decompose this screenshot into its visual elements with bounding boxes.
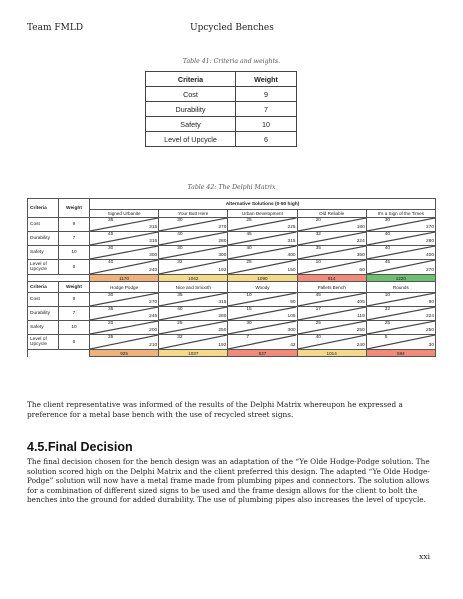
weighted-score: 224 xyxy=(356,239,365,244)
delphi-totals-row xyxy=(28,275,436,282)
delphi-header-row xyxy=(28,282,436,293)
solution-name: It's a Sign of the Times xyxy=(366,210,435,218)
diagonal-divider xyxy=(298,307,366,320)
delphi-score-cell xyxy=(297,321,366,335)
header-team: Team FMLD xyxy=(27,23,84,33)
weighted-score: 105 xyxy=(287,314,296,319)
raw-score: 10 xyxy=(246,293,252,298)
weighted-score: 280 xyxy=(218,314,227,319)
criteria-row xyxy=(146,132,297,147)
delphi-criteria-row xyxy=(28,335,436,350)
raw-score: 15 xyxy=(246,307,252,312)
raw-score: 45 xyxy=(315,293,321,298)
diagonal-divider xyxy=(90,293,158,306)
header-title: Upcycled Benches xyxy=(190,23,274,33)
delphi-score-cell xyxy=(90,321,159,335)
delphi-criteria-row xyxy=(28,321,436,335)
raw-score: 7 xyxy=(246,335,250,340)
diagonal-divider xyxy=(159,307,227,320)
col-criteria: Criteria xyxy=(146,72,236,87)
raw-score: 10 xyxy=(315,260,321,265)
diagonal-divider xyxy=(298,246,366,259)
delphi-criteria-weight: 6 xyxy=(59,260,90,275)
weighted-score: 245 xyxy=(149,314,158,319)
delphi-col-criteria: Criteria xyxy=(28,282,59,293)
solution-name: Nice and Smooth xyxy=(159,282,228,293)
raw-score: 40 xyxy=(108,260,114,265)
raw-score: 25 xyxy=(246,218,252,223)
delphi-score-cell xyxy=(228,246,297,260)
diagonal-divider xyxy=(159,293,227,306)
diagonal-divider xyxy=(90,218,158,231)
diagonal-divider xyxy=(90,232,158,245)
criteria-row xyxy=(146,117,297,132)
diagonal-divider xyxy=(90,321,158,334)
raw-score: 45 xyxy=(108,232,114,237)
delphi-criteria-name: Durability xyxy=(28,307,59,321)
delphi-criteria-weight: 7 xyxy=(59,307,90,321)
solution-total: 537 xyxy=(228,350,297,357)
criteria-row xyxy=(146,102,297,117)
weighted-score: 60 xyxy=(359,268,365,273)
diagonal-divider xyxy=(298,260,366,274)
weighted-score: 270 xyxy=(218,225,227,230)
diagonal-divider xyxy=(90,246,158,259)
raw-score: 32 xyxy=(315,232,321,237)
raw-score: 35 xyxy=(108,307,114,312)
diagonal-divider xyxy=(298,293,366,306)
diagonal-divider xyxy=(367,246,435,259)
weighted-score: 315 xyxy=(149,239,158,244)
weighted-score: 270 xyxy=(425,225,434,230)
raw-score: 32 xyxy=(384,307,391,312)
criteria-row xyxy=(146,87,297,102)
delphi-criteria-name: Level of Upcycle xyxy=(28,260,59,275)
weighted-score: 224 xyxy=(425,314,434,319)
weighted-score: 42 xyxy=(290,343,296,348)
diagonal-divider xyxy=(159,321,227,334)
delphi-score-cell xyxy=(297,246,366,260)
diagonal-divider xyxy=(228,232,296,245)
paragraph-final-decision: The final decision chosen for the bench design was an adaptation of the “Ye Olde Hodge-Podge solution. The solution scored high on the Delphi Matrix and the client preferred this design. The adapted “Ye Olde Hodge-Podge” solution will now have a metal frame made from plumbing pipes and connectors. The solution allows for a combination of different sized signs to be used and the frame design allows for the client to bolt the benches into the ground for added durability. The use of plumbing pipes also increases the level of upcycle. xyxy=(27,457,430,505)
weighted-score: 350 xyxy=(356,253,365,258)
criteria-name: Durability xyxy=(146,102,236,117)
solution-total: 814 xyxy=(297,275,366,282)
diagonal-divider xyxy=(228,335,296,349)
weighted-score: 150 xyxy=(287,268,296,273)
delphi-criteria-name: Cost xyxy=(28,218,59,232)
diagonal-divider xyxy=(90,335,158,349)
diagonal-divider xyxy=(228,321,296,334)
diagonal-divider xyxy=(367,218,435,231)
raw-score: 30 xyxy=(108,293,114,298)
delphi-score-cell xyxy=(90,232,159,246)
delphi-score-cell xyxy=(159,335,228,350)
diagonal-divider xyxy=(367,293,435,306)
raw-score: 35 xyxy=(108,335,114,340)
raw-score: 40 xyxy=(177,307,183,312)
weighted-score: 250 xyxy=(425,328,434,333)
raw-score: 30 xyxy=(108,246,114,251)
raw-score: 25 xyxy=(246,260,252,265)
delphi-criteria-row xyxy=(28,260,436,275)
raw-score: 20 xyxy=(108,321,114,326)
raw-score: 40 xyxy=(177,232,183,237)
weighted-score: 270 xyxy=(425,268,434,273)
raw-score: 25 xyxy=(177,321,183,326)
page-number: xxi xyxy=(419,552,430,561)
criteria-weight: 10 xyxy=(236,117,297,132)
delphi-score-cell xyxy=(366,246,435,260)
diagonal-divider xyxy=(159,260,227,274)
raw-score: 32 xyxy=(177,335,183,340)
weighted-score: 30 xyxy=(428,343,434,348)
diagonal-divider xyxy=(228,218,296,231)
delphi-criteria-name: Cost xyxy=(28,293,59,307)
delphi-criteria-weight: 7 xyxy=(59,232,90,246)
raw-score: 17 xyxy=(315,307,321,312)
delphi-score-cell xyxy=(297,260,366,275)
delphi-score-cell xyxy=(297,307,366,321)
diagonal-divider xyxy=(367,321,435,334)
diagonal-divider xyxy=(159,218,227,231)
delphi-col-weight: Weight xyxy=(59,282,90,293)
solution-total: 1037 xyxy=(159,350,228,357)
weighted-score: 90 xyxy=(428,300,434,305)
delphi-score-cell xyxy=(90,335,159,350)
diagonal-divider xyxy=(228,246,296,259)
delphi-score-cell xyxy=(228,260,297,275)
diagonal-divider xyxy=(298,321,366,334)
delphi-score-cell xyxy=(228,321,297,335)
diagonal-divider xyxy=(298,335,366,349)
col-weight: Weight xyxy=(236,72,297,87)
raw-score: 40 xyxy=(246,246,252,251)
weighted-score: 250 xyxy=(218,328,227,333)
diagonal-divider xyxy=(159,246,227,259)
section-heading-final-decision: 4.5.Final Decision xyxy=(27,440,133,454)
weighted-score: 225 xyxy=(287,225,296,230)
delphi-matrix-table xyxy=(27,198,436,357)
diagonal-divider xyxy=(367,232,435,245)
diagonal-divider xyxy=(298,218,366,231)
raw-score: 45 xyxy=(246,232,252,237)
solution-name: Urban Development xyxy=(228,210,297,218)
delphi-criteria-row xyxy=(28,293,436,307)
raw-score: 30 xyxy=(246,321,252,326)
delphi-criteria-name: Safety xyxy=(28,246,59,260)
raw-score: 25 xyxy=(315,321,321,326)
delphi-criteria-weight: 6 xyxy=(59,335,90,350)
weighted-score: 405 xyxy=(356,300,365,305)
criteria-weight: 6 xyxy=(236,132,297,147)
weighted-score: 200 xyxy=(149,328,158,333)
weighted-score: 315 xyxy=(149,225,158,230)
criteria-weights-table xyxy=(145,71,297,147)
weighted-score: 250 xyxy=(356,328,365,333)
delphi-criteria-row xyxy=(28,307,436,321)
delphi-score-cell xyxy=(366,335,435,350)
delphi-score-cell xyxy=(159,321,228,335)
weighted-score: 300 xyxy=(287,328,296,333)
solution-total: 1014 xyxy=(297,350,366,357)
delphi-header-row xyxy=(28,199,436,210)
totals-spacer xyxy=(28,275,90,282)
delphi-score-cell xyxy=(159,218,228,232)
delphi-score-cell xyxy=(366,293,435,307)
delphi-score-cell xyxy=(159,293,228,307)
diagonal-divider xyxy=(90,260,158,274)
raw-score: 25 xyxy=(384,321,391,326)
weighted-score: 192 xyxy=(218,343,227,348)
delphi-criteria-name: Level of Upcycle xyxy=(28,335,59,350)
solution-total: 1042 xyxy=(159,275,228,282)
solution-name: Old Reliable xyxy=(297,210,366,218)
solution-total: 594 xyxy=(366,350,435,357)
solution-name: Rounds xyxy=(366,282,435,293)
delphi-criteria-row xyxy=(28,232,436,246)
delphi-score-cell xyxy=(159,260,228,275)
weighted-score: 315 xyxy=(287,239,296,244)
delphi-score-cell xyxy=(366,232,435,246)
solution-total: 1170 xyxy=(90,275,159,282)
raw-score: 30 xyxy=(177,218,183,223)
weighted-score: 300 xyxy=(218,253,227,258)
weighted-score: 400 xyxy=(425,253,434,258)
weighted-score: 300 xyxy=(149,253,158,258)
delphi-score-cell xyxy=(159,232,228,246)
raw-score: 40 xyxy=(384,232,391,237)
weighted-score: 240 xyxy=(356,343,365,348)
weighted-score: 270 xyxy=(149,300,158,305)
delphi-score-cell xyxy=(90,246,159,260)
solution-total: 1090 xyxy=(228,275,297,282)
solution-name: Pallets Bench xyxy=(297,282,366,293)
delphi-score-cell xyxy=(297,232,366,246)
delphi-criteria-name: Durability xyxy=(28,232,59,246)
delphi-score-cell xyxy=(297,293,366,307)
delphi-score-cell xyxy=(366,321,435,335)
solution-name: Signed Urbanite xyxy=(90,210,159,218)
delphi-score-cell xyxy=(366,260,435,275)
solution-name: Woody xyxy=(228,282,297,293)
weighted-score: 315 xyxy=(218,300,227,305)
weighted-score: 119 xyxy=(357,314,365,319)
criteria-name: Level of Upcycle xyxy=(146,132,236,147)
raw-score: 35 xyxy=(108,218,114,223)
delphi-score-cell xyxy=(228,218,297,232)
diagonal-divider xyxy=(159,335,227,349)
delphi-score-cell xyxy=(366,307,435,321)
raw-score: 5 xyxy=(384,335,388,340)
solution-names-row xyxy=(28,210,436,218)
diagonal-divider xyxy=(298,232,366,245)
criteria-weight: 9 xyxy=(236,87,297,102)
delphi-criteria-row xyxy=(28,218,436,232)
delphi-score-cell xyxy=(90,218,159,232)
diagonal-divider xyxy=(367,335,435,349)
raw-score: 32 xyxy=(177,260,183,265)
delphi-score-cell xyxy=(90,260,159,275)
weighted-score: 180 xyxy=(356,225,365,230)
diagonal-divider xyxy=(367,260,435,274)
delphi-criteria-weight: 10 xyxy=(59,246,90,260)
solution-total: 1220 xyxy=(366,275,435,282)
raw-score: 20 xyxy=(315,218,321,223)
delphi-criteria-name: Safety xyxy=(28,321,59,335)
weighted-score: 280 xyxy=(218,239,227,244)
delphi-criteria-weight: 9 xyxy=(59,218,90,232)
criteria-name: Safety xyxy=(146,117,236,132)
delphi-score-cell xyxy=(159,246,228,260)
delphi-score-cell xyxy=(159,307,228,321)
table42-caption: Table 42: The Delphi Matrix xyxy=(187,184,276,191)
weighted-score: 90 xyxy=(290,300,296,305)
raw-score: 35 xyxy=(315,246,321,251)
table41-caption: Table 41: Criteria and weights. xyxy=(182,58,281,65)
delphi-score-cell xyxy=(228,335,297,350)
raw-score: 30 xyxy=(177,246,183,251)
criteria-weight: 7 xyxy=(236,102,297,117)
delphi-criteria-weight: 10 xyxy=(59,321,90,335)
weighted-score: 240 xyxy=(149,268,158,273)
weighted-score: 400 xyxy=(287,253,296,258)
solution-total: 925 xyxy=(90,350,159,357)
diagonal-divider xyxy=(228,307,296,320)
paragraph-client-preference: The client representative was informed of the results of the Delphi Matrix whereupon he expressed a preference for a metal base bench with the use of recycled street signs. xyxy=(27,400,403,419)
delphi-totals-row xyxy=(28,350,436,357)
diagonal-divider xyxy=(228,293,296,306)
alt-solutions-header: Alternative Solutions (0-50 high) xyxy=(90,199,436,210)
weighted-score: 280 xyxy=(425,239,434,244)
delphi-score-cell xyxy=(228,293,297,307)
delphi-criteria-weight: 9 xyxy=(59,293,90,307)
weighted-score: 192 xyxy=(218,268,227,273)
weighted-score: 210 xyxy=(149,343,158,348)
raw-score: 40 xyxy=(384,246,391,251)
delphi-score-cell xyxy=(228,232,297,246)
delphi-col-criteria: Criteria xyxy=(28,199,59,218)
diagonal-divider xyxy=(367,307,435,320)
delphi-score-cell xyxy=(297,335,366,350)
totals-spacer xyxy=(28,350,90,357)
delphi-score-cell xyxy=(90,293,159,307)
delphi-score-cell xyxy=(228,307,297,321)
raw-score: 30 xyxy=(384,218,391,223)
solution-name: Your Butt Here xyxy=(159,210,228,218)
raw-score: 45 xyxy=(384,260,391,265)
raw-score: 10 xyxy=(384,293,391,298)
solution-name: Hodge Podge xyxy=(90,282,159,293)
diagonal-divider xyxy=(159,232,227,245)
raw-score: 40 xyxy=(315,335,321,340)
delphi-col-weight: Weight xyxy=(59,199,90,218)
delphi-score-cell xyxy=(366,218,435,232)
criteria-name: Cost xyxy=(146,87,236,102)
delphi-criteria-row xyxy=(28,246,436,260)
diagonal-divider xyxy=(90,307,158,320)
diagonal-divider xyxy=(228,260,296,274)
delphi-score-cell xyxy=(90,307,159,321)
delphi-score-cell xyxy=(297,218,366,232)
raw-score: 35 xyxy=(177,293,183,298)
